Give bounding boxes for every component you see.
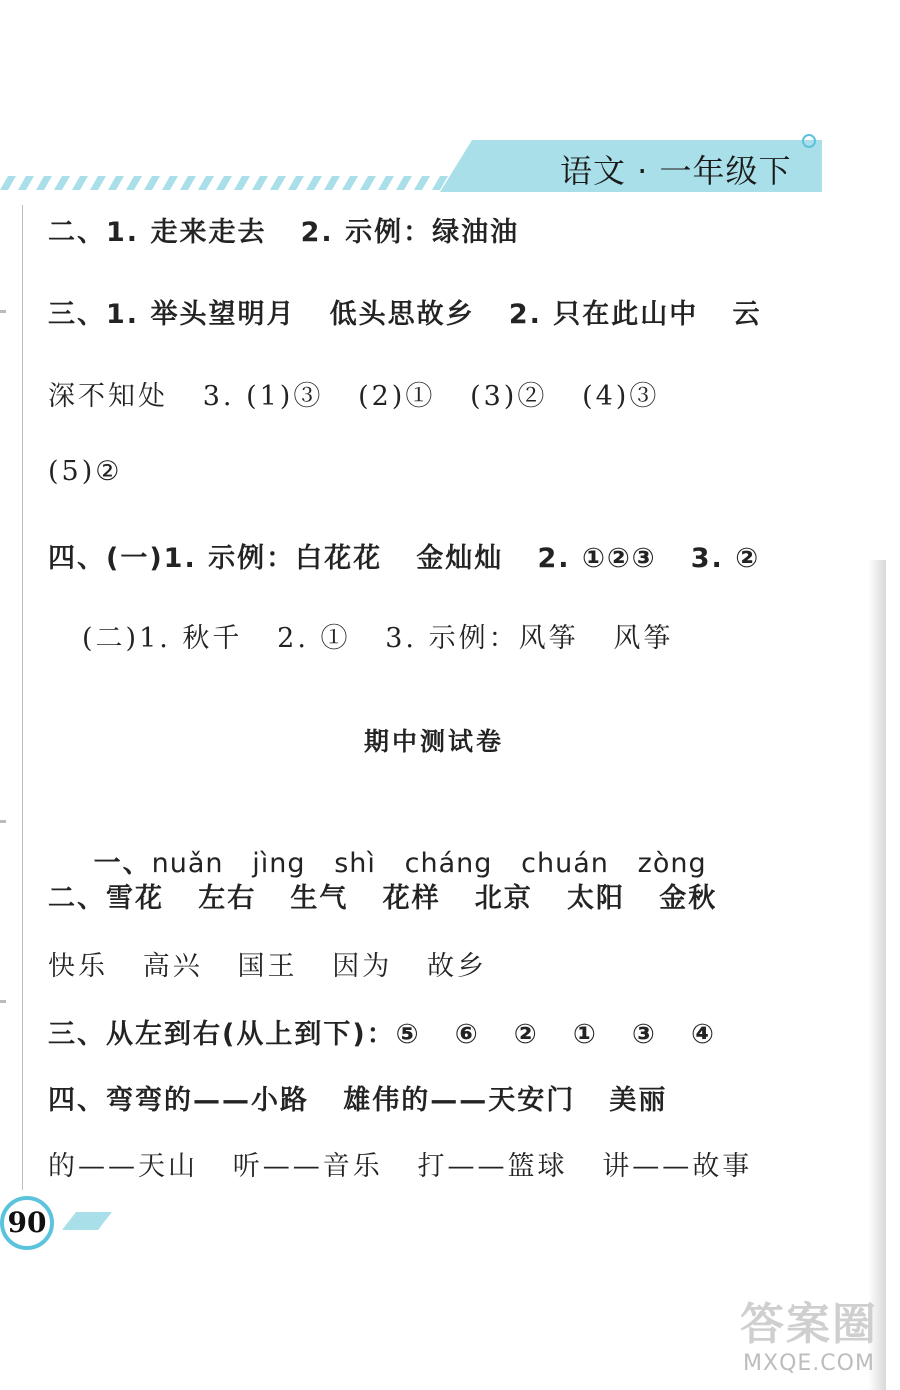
watermark-logo xyxy=(720,1300,898,1388)
answer-section-3-line-1: 三、1. 举头望明月 低头思故乡 2. 只在此山中 云 xyxy=(48,299,762,330)
watermark-logo-text: 答案圈 xyxy=(740,1299,878,1350)
answer-section-4-line-2: (二)1. 秋千 2. ① 3. 示例：风筝 风筝 xyxy=(82,623,674,654)
subject-grade-title: 语文 · 一年级下 xyxy=(560,152,792,190)
page-number-badge: 90 xyxy=(0,1196,54,1250)
midterm-q1-pinyin: nuǎn jìng shì cháng chuán zòng xyxy=(151,848,707,879)
midterm-q3: 三、从左到右(从上到下)：⑤ ⑥ ② ① ③ ④ xyxy=(48,1019,716,1050)
midterm-q2-line-1: 二、雪花 左右 生气 花样 北京 太阳 金秋 xyxy=(48,883,718,914)
answer-section-2: 二、1. 走来走去 2. 示例：绿油油 xyxy=(48,217,520,248)
midterm-q1-prefix: 一、 xyxy=(93,848,152,879)
margin-tick xyxy=(0,1000,6,1003)
footer-stripe-decoration xyxy=(62,1212,112,1230)
banner-circle-ornament xyxy=(800,132,818,150)
banner-slant-edge xyxy=(440,140,480,192)
margin-tick xyxy=(0,820,6,823)
midterm-q4-line-2: 的——天山 听——音乐 打——篮球 讲——故事 xyxy=(48,1151,753,1182)
left-margin-rule xyxy=(22,205,23,1190)
watermark-domain-text: MXQE.COM xyxy=(743,1351,875,1376)
answer-section-3-line-2: 深不知处 3. (1)③ (2)① (3)② (4)③ xyxy=(48,381,660,412)
midterm-q2-line-2: 快乐 高兴 国王 因为 故乡 xyxy=(48,951,487,982)
midterm-section-title: 期中测试卷 xyxy=(363,727,504,756)
midterm-q4-line-1: 四、弯弯的——小路 雄伟的——天安门 美丽 xyxy=(48,1085,668,1116)
page-gutter-shadow xyxy=(868,560,886,1390)
answer-section-3-line-3: (5)② xyxy=(48,456,123,487)
margin-tick xyxy=(0,310,6,313)
answer-section-4-line-1: 四、(一)1. 示例：白花花 金灿灿 2. ①②③ 3. ② xyxy=(48,543,761,574)
